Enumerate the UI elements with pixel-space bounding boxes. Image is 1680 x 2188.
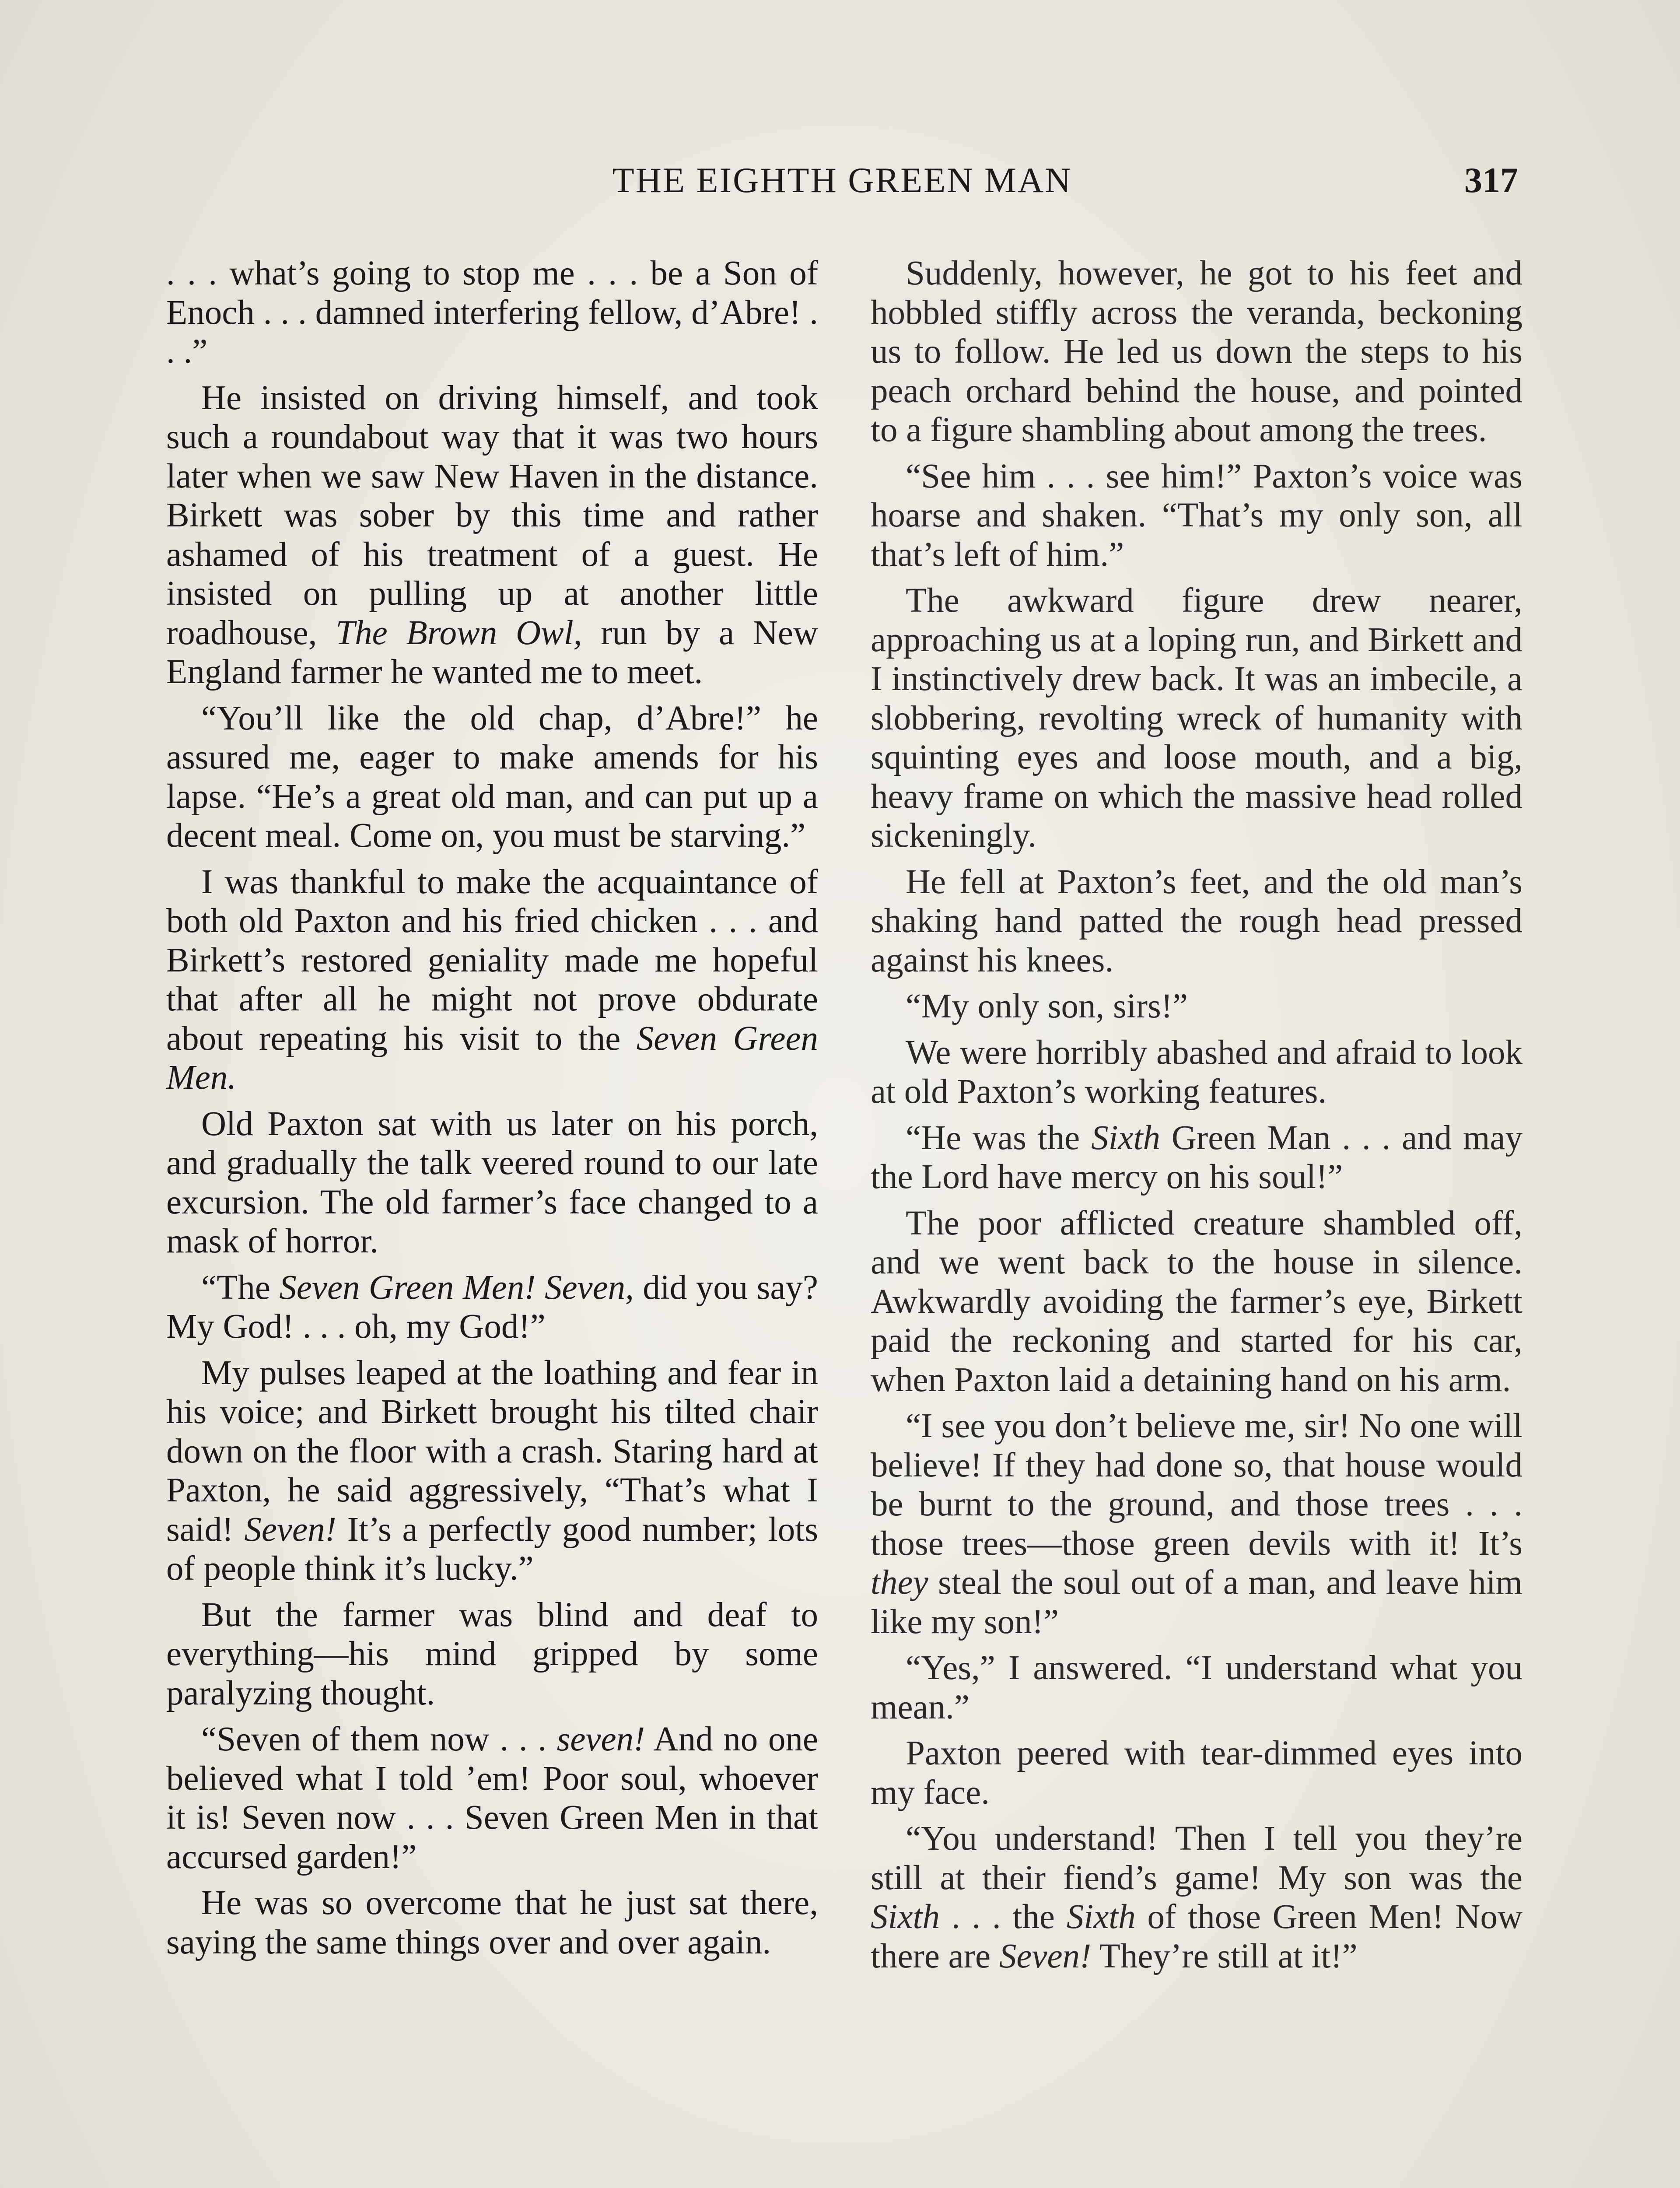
italic-text: Sixth [871,1898,940,1936]
text-run: And no one believed what I told ’em! Poor soul, whoever it is! Seven now . . . Seven Green Men in that accursed garden!” [166,1720,819,1876]
paragraph [871,987,1522,1026]
text-run: The awkward figure drew nearer, approaching us at a loping run, and Birkett and I instinctively drew back. It was an imbecile, a slobbering, revolting wreck of humanity with squinting eyes and loose mouth, and a big, heavy frame on which the massive head rolled sickeningly. [871,582,1522,855]
paragraph [871,863,1522,980]
right-text-column [871,254,1522,1983]
paragraph [871,1204,1522,1400]
text-run: But the farmer was blind and deaf to everything—his mind gripped by some paralyzing thought. [166,1595,818,1712]
left-text-column [166,254,818,1969]
text-run: “Seven of them now . . . [201,1720,557,1758]
paragraph [871,1819,1522,1976]
paragraph [871,254,1522,450]
page-number: 317 [1464,160,1518,200]
text-run: . . . what’s going to stop me . . . be a Son of Enoch . . . damned interfering fellow, d’Abre! . . .” [166,254,818,371]
text-run: He was so overcome that he just sat there, saying the same things over and over again. [166,1884,818,1961]
text-run: They’re still at it!” [1091,1937,1358,1975]
text-run: Old Paxton sat with us later on his porch, and gradually the talk veered round to our late excursion. The old farmer’s face changed to a mask of horror. [166,1105,818,1260]
paragraph [871,1406,1522,1641]
paragraph [166,1105,818,1261]
italic-text: seven! [556,1720,645,1758]
italic-text: they [871,1564,928,1602]
paragraph [166,254,818,372]
italic-text: Seven! [244,1510,336,1549]
paragraph [871,1119,1522,1197]
text-run: “The [201,1268,280,1307]
text-run: “My only son, sirs!” [906,987,1188,1025]
italic-text: Seven Green Men! Seven, [279,1268,634,1307]
paragraph [166,1353,818,1588]
text-run: “You understand! Then I tell you they’re still at their fiend’s game! My son was the [871,1820,1522,1897]
text-run: Suddenly, however, he got to his feet and hobbled stiffly across the veranda, beckoning us to follow. He led us down the steps to his peach orchard behind the house, and pointed to a figure shambling about among the trees. [871,254,1522,449]
paragraph [871,1648,1522,1727]
italic-text: Seven! [999,1937,1092,1975]
paragraph [166,863,818,1098]
chapter-title: THE EIGHTH GREEN MAN [612,160,1072,200]
paragraph [871,581,1522,856]
paragraph [166,1720,818,1876]
text-run: He insisted on driving himself, and took such a roundabout way that it was two hours later when we saw New Haven in the distance. Birkett was sober by this time and rather ashamed of his treatment of a guest. He insisted on pulling up at another little roadhouse, [166,379,818,652]
italic-text: The Brown Owl, [336,614,582,652]
italic-text: Sixth [1091,1119,1161,1157]
text-run: It’s a perfectly good number; lots of people think it’s lucky.” [166,1510,818,1588]
paragraph [871,1734,1522,1812]
text-run: “He was the [906,1119,1092,1157]
text-run: I was thankful to make the acquaintance of both old Paxton and his fried chicken . . . and Birkett’s restored geniality made me hopeful that after all he might not prove obdurate about repeating his visit to the [166,863,818,1058]
italic-text: Seven Green Men. [166,1019,819,1097]
text-run: steal the soul out of a man, and leave him like my son!” [871,1564,1522,1641]
text-run: He fell at Paxton’s feet, and the old man’s shaking hand patted the rough head pressed against his knees. [871,863,1522,979]
text-run: The poor afflicted creature shambled off, and we went back to the house in silence. Awkwardly avoiding the farmer’s eye, Birkett paid the reckoning and started for his car, when Paxton laid a detaining hand on his arm. [871,1204,1522,1399]
paragraph [871,457,1522,575]
paragraph [871,1033,1522,1112]
italic-text: Sixth [1066,1898,1136,1936]
running-head [166,160,1518,208]
text-run: of those Green Men! Now there are [871,1898,1522,1975]
text-run: Paxton peered with tear-dimmed eyes into my face. [871,1734,1522,1812]
paragraph [166,699,818,856]
text-run: “Yes,” I answered. “I understand what you mean.” [871,1649,1522,1726]
text-run: We were horribly abashed and afraid to look at old Paxton’s working features. [871,1033,1522,1111]
paragraph [166,1883,818,1962]
text-run: My pulses leaped at the loathing and fear in his voice; and Birkett brought his tilted chair down on the floor with a crash. Staring hard at Paxton, he said aggressively, “That’s what I said! [166,1353,818,1549]
paragraph [166,1595,818,1713]
text-run: run by a New England farmer he wanted me to meet. [166,614,819,691]
text-run: . . . the [939,1898,1067,1936]
text-run: Green Man . . . and may the Lord have mercy on his soul!” [871,1119,1522,1196]
text-run: “You’ll like the old chap, d’Abre!” he assured me, eager to make amends for his lapse. “He’s a great old man, and can put up a decent meal. Come on, you must be starving.” [166,699,818,855]
text-run: “I see you don’t believe me, sir! No one will believe! If they had done so, that house would be burnt to the ground, and those trees . . . those trees—those green devils with it! It’s [871,1407,1522,1563]
paragraph [166,379,818,692]
paragraph [166,1268,818,1346]
text-run: “See him . . . see him!” Paxton’s voice was hoarse and shaken. “That’s my only son, all that’s left of him.” [871,457,1522,574]
text-run: did you say? My God! . . . oh, my God!” [166,1268,818,1346]
